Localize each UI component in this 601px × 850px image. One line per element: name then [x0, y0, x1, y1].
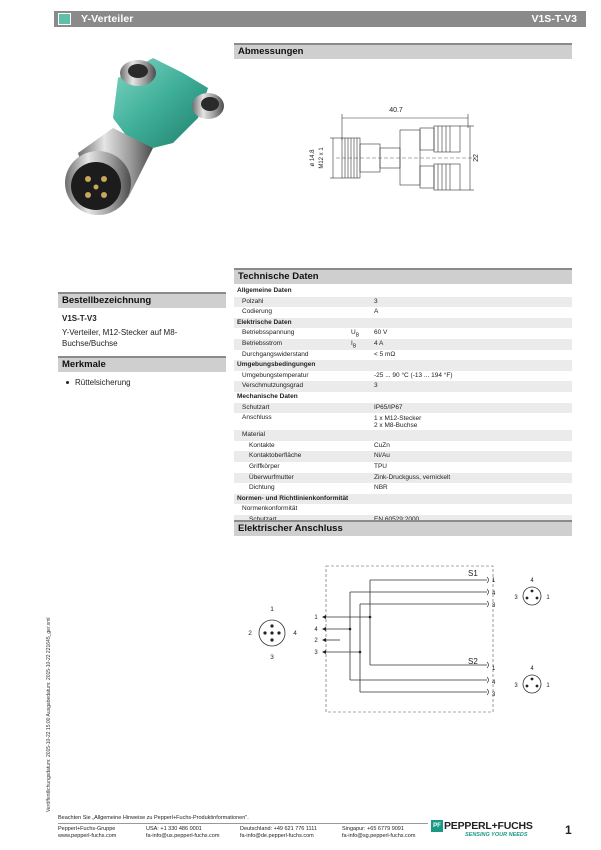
tech-value: 4 A: [374, 339, 384, 347]
tech-value: A: [374, 308, 379, 316]
tech-label: Betriebsstrom: [242, 339, 283, 347]
tech-value: Ni/Au: [374, 452, 390, 460]
tech-label: Normen- und Richtlinienkonformität: [237, 494, 349, 502]
svg-text:3: 3: [514, 595, 518, 601]
tech-value: Zink-Druckguss, vernickelt: [374, 473, 451, 481]
tech-group-heading: [234, 318, 572, 329]
svg-text:1: 1: [314, 615, 318, 621]
technische-daten-heading: Technische Daten: [234, 270, 572, 284]
svg-text:4: 4: [492, 680, 496, 686]
tech-label: Codierung: [242, 308, 272, 316]
publication-date-note: Veröffentlichungsdatum: 2015-10-22 15:00 Ausgabedatum: 2015-10-22 221645_ger.xml: [46, 617, 52, 812]
tech-data-row: [234, 297, 572, 308]
svg-text:4: 4: [530, 666, 534, 672]
tech-data-row: [234, 371, 572, 382]
tech-data-row: [234, 350, 572, 361]
elektrischer-anschluss-heading: Elektrischer Anschluss: [234, 522, 572, 536]
footer-de-mail[interactable]: fa-info@de.pepperl-fuchs.com: [240, 833, 314, 839]
tech-data-row: [234, 430, 572, 441]
tech-group-heading: [234, 494, 572, 505]
logo-name: PEPPERL+FUCHS: [444, 820, 533, 832]
tech-label: Normenkonformität: [242, 505, 298, 513]
technical-data-table: [234, 286, 572, 525]
svg-text:1: 1: [270, 606, 274, 613]
tech-value: 3: [374, 382, 378, 390]
tech-value: 1 x M12-Stecker 2 x M8-Buchse: [374, 414, 422, 430]
order-code: V1S-T-V3: [62, 314, 97, 323]
tech-value: CuZn: [374, 441, 390, 449]
tech-data-row: [234, 483, 572, 494]
footer-de: Deutschland: +49 621 776 1111 fa-info@de.pepperl-fuchs.com: [240, 826, 317, 839]
dim-width-label: 40.7: [389, 107, 403, 114]
svg-text:2: 2: [314, 638, 318, 644]
tech-group-heading: [234, 286, 572, 297]
logo-tagline: SENSING YOUR NEEDS: [465, 832, 528, 838]
m8-pin-diagram-s2: [514, 666, 550, 693]
tech-value: -25 ... 90 °C (-13 ... 194 °F): [374, 371, 453, 379]
tech-data-row: [234, 307, 572, 318]
dim-height-label: 22: [473, 154, 480, 162]
tech-data-row: [234, 381, 572, 392]
tech-data-row: [234, 462, 572, 473]
tech-label: Material: [242, 431, 266, 439]
svg-text:2: 2: [248, 630, 252, 637]
svg-text:1: 1: [492, 578, 496, 584]
tech-symbol: $U_B$: [351, 329, 360, 339]
tech-label: Elektrische Daten: [237, 318, 292, 326]
footer-group: Pepperl+Fuchs-Gruppe www.pepperl-fuchs.com: [58, 826, 117, 839]
m12-pin-diagram: [248, 606, 297, 661]
product-image: [58, 48, 228, 223]
tech-data-row: [234, 328, 572, 339]
svg-text:1: 1: [546, 595, 550, 601]
order-description: Y-Verteiler, M12-Stecker auf M8-Buchse/Buchse: [62, 328, 178, 348]
footer-usa: USA: +1 330 486 0001 fa-info@us.pepperl-fuchs.com: [146, 826, 220, 839]
tech-label: Durchgangswiderstand: [242, 350, 309, 358]
tech-label: Kontakte: [249, 441, 275, 449]
tech-data-row: [234, 451, 572, 462]
tech-value: TPU: [374, 462, 387, 470]
tech-data-row: [234, 339, 572, 350]
wiring-diagram: [240, 560, 570, 720]
svg-text:3: 3: [492, 603, 496, 609]
feature-text: Rüttelsicherung: [75, 378, 131, 387]
tech-group-heading: [234, 392, 572, 403]
footer-sg: Singapur: +65 6779 9091 fa-info@sg.pepperl-fuchs.com: [342, 826, 416, 839]
tech-label: Griffkörper: [249, 462, 280, 470]
tech-value: < 5 mΩ: [374, 350, 396, 358]
tech-label: Überwurfmutter: [249, 473, 294, 481]
tech-label: Verschmutzungsgrad: [242, 382, 304, 390]
tech-value: IP65/IP67: [374, 403, 403, 411]
housing-outline: [326, 566, 493, 712]
svg-text:4: 4: [293, 630, 297, 637]
page-number: 1: [565, 823, 572, 837]
tech-value: NBR: [374, 484, 388, 492]
svg-text:3: 3: [514, 683, 518, 689]
footer-sg-mail[interactable]: fa-info@sg.pepperl-fuchs.com: [342, 833, 416, 839]
tech-data-row: [234, 504, 572, 515]
tech-data-row: [234, 441, 572, 452]
product-code: V1S-T-V3: [531, 13, 577, 25]
footer-web-link[interactable]: www.pepperl-fuchs.com: [58, 833, 117, 839]
svg-text:3: 3: [492, 692, 496, 698]
s1-label: S1: [468, 569, 478, 578]
tech-label: Kontaktoberfläche: [249, 452, 302, 460]
footer-note: Beachten Sie „Allgemeine Hinweise zu Pepperl+Fuchs-Produktinformationen".: [58, 815, 249, 821]
svg-text:3: 3: [314, 650, 318, 656]
svg-text:4: 4: [492, 591, 496, 597]
tech-label: Schutzart: [242, 403, 270, 411]
tech-label: Dichtung: [249, 484, 275, 492]
s2-label: S2: [468, 657, 478, 666]
footer-rule: [58, 823, 428, 824]
tech-data-row: [234, 473, 572, 484]
tech-label: Umgebungstemperatur: [242, 371, 309, 379]
svg-text:1: 1: [492, 666, 496, 672]
dimension-drawing: [300, 100, 480, 200]
footer-usa-mail[interactable]: fa-info@us.pepperl-fuchs.com: [146, 833, 220, 839]
m8-pin-diagram-s1: [514, 578, 550, 605]
tech-data-row: [234, 403, 572, 414]
dim-diameter-label: ø 14.8: [310, 149, 316, 167]
tech-value: 60 V: [374, 329, 388, 337]
feature-item: [66, 378, 131, 387]
tech-group-heading: [234, 360, 572, 371]
svg-text:1: 1: [546, 683, 550, 689]
svg-text:4: 4: [314, 627, 318, 633]
tech-value: 3: [374, 297, 378, 305]
tech-label: Betriebsspannung: [242, 329, 295, 337]
abmessungen-heading: Abmessungen: [234, 45, 572, 59]
tech-data-row: [234, 413, 572, 430]
tech-symbol: $I_B$: [351, 339, 357, 350]
tech-label: Allgemeine Daten: [237, 287, 292, 294]
tech-label: Polzahl: [242, 297, 264, 305]
merkmale-heading: Merkmale: [58, 358, 226, 372]
dim-thread-label: M12 x 1: [319, 147, 325, 169]
bullet-icon: [66, 381, 69, 384]
svg-text:4: 4: [530, 578, 534, 584]
tech-label: Mechanische Daten: [237, 392, 298, 400]
bestellbezeichnung-heading: Bestellbezeichnung: [58, 294, 226, 308]
header-bar: [54, 11, 586, 27]
logo-mark-icon: PF: [431, 820, 443, 832]
header-accent-square: [58, 13, 71, 25]
tech-label: Umgebungsbedingungen: [237, 361, 316, 369]
product-category-title: Y-Verteiler: [81, 13, 134, 25]
pepperl-fuchs-logo: [431, 820, 549, 844]
svg-text:3: 3: [270, 654, 274, 661]
tech-label: Anschluss: [242, 414, 272, 422]
